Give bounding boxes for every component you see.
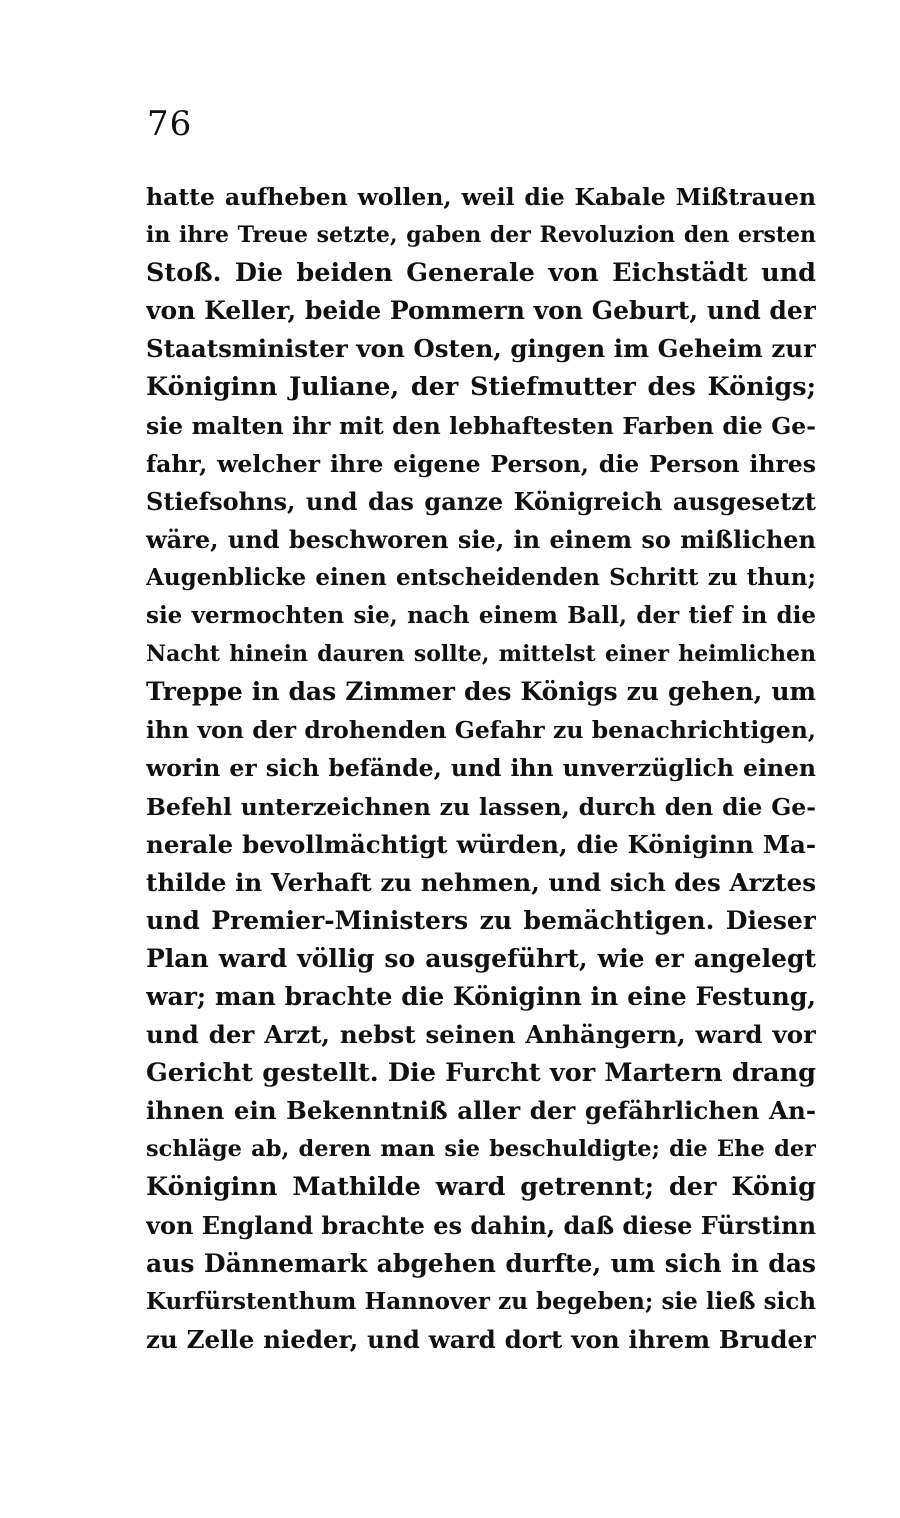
text-line: Treppe in das Zimmer des Königs zu gehen, um <box>146 677 816 707</box>
page-number: 76 <box>147 104 193 144</box>
text-line: Stiefsohns, und das ganze Königreich ausgesetzt <box>146 486 816 516</box>
text-line: aus Dännemark abgehen durfte, um sich in das <box>146 1248 816 1278</box>
text-line: wäre, und beschworen sie, in einem so mißlichen <box>146 524 816 554</box>
text-line: Staatsminister von Osten, gingen im Geheim zur <box>146 334 816 364</box>
text-line: Königinn Juliane, der Stiefmutter des Königs; <box>146 372 816 403</box>
text-line: sie malten ihr mit den lebhaftesten Farben die Ge- <box>146 411 816 440</box>
text-line: sie vermochten sie, nach einem Ball, der tief in die <box>146 602 816 630</box>
text-line: thilde in Verhaft zu nehmen, und sich des Arztes <box>146 867 816 897</box>
text-line: von Keller, beide Pommern von Geburt, und der <box>146 296 816 326</box>
text-line: und der Arzt, nebst seinen Anhängern, ward vor <box>146 1020 816 1050</box>
text-line: Gericht gestellt. Die Furcht vor Martern drang <box>146 1058 816 1089</box>
text-line: Stoß. Die beiden Generale von Eichstädt und <box>146 258 816 289</box>
text-line: ihnen ein Bekenntniß aller der gefährlichen An- <box>146 1096 816 1126</box>
text-line: Augenblicke einen entscheidenden Schritt zu thun; <box>146 563 816 591</box>
text-line: war; man brachte die Königinn in eine Festung, <box>146 981 816 1011</box>
text-line: zu Zelle nieder, und ward dort von ihrem Bruder <box>146 1324 816 1354</box>
text-line: fahr, welcher ihre eigene Person, die Person ihres <box>146 449 816 478</box>
text-line: von England brachte es dahin, daß diese Fürstinn <box>146 1210 816 1240</box>
text-line: Nacht hinein dauren sollte, mittelst einer heimlichen <box>146 641 816 668</box>
text-line: nerale bevollmächtigt würden, die Königinn Ma- <box>146 829 816 859</box>
text-line: Befehl unterzeichnen zu lassen, durch den die Ge- <box>146 792 816 821</box>
body-text <box>146 178 816 1359</box>
text-line: schläge ab, deren man sie beschuldigte; die Ehe der <box>146 1136 816 1163</box>
text-line: in ihre Treue setzte, gaben der Revoluzion den ersten <box>146 222 816 249</box>
text-line: worin er sich befände, und ihn unverzüglich einen <box>146 754 816 783</box>
text-line: und Premier-Ministers zu bemächtigen. Dieser <box>146 905 816 935</box>
text-line: ihn von der drohenden Gefahr zu benachrichtigen, <box>146 716 816 745</box>
text-line: Königinn Mathilde ward getrennt; der König <box>146 1172 816 1203</box>
text-line: Kurfürstenthum Hannover zu begeben; sie ließ sich <box>146 1287 816 1315</box>
text-line: Plan ward völlig so ausgeführt, wie er angelegt <box>146 943 816 973</box>
text-line: hatte aufheben wollen, weil die Kabale Mißtrauen <box>146 183 816 211</box>
